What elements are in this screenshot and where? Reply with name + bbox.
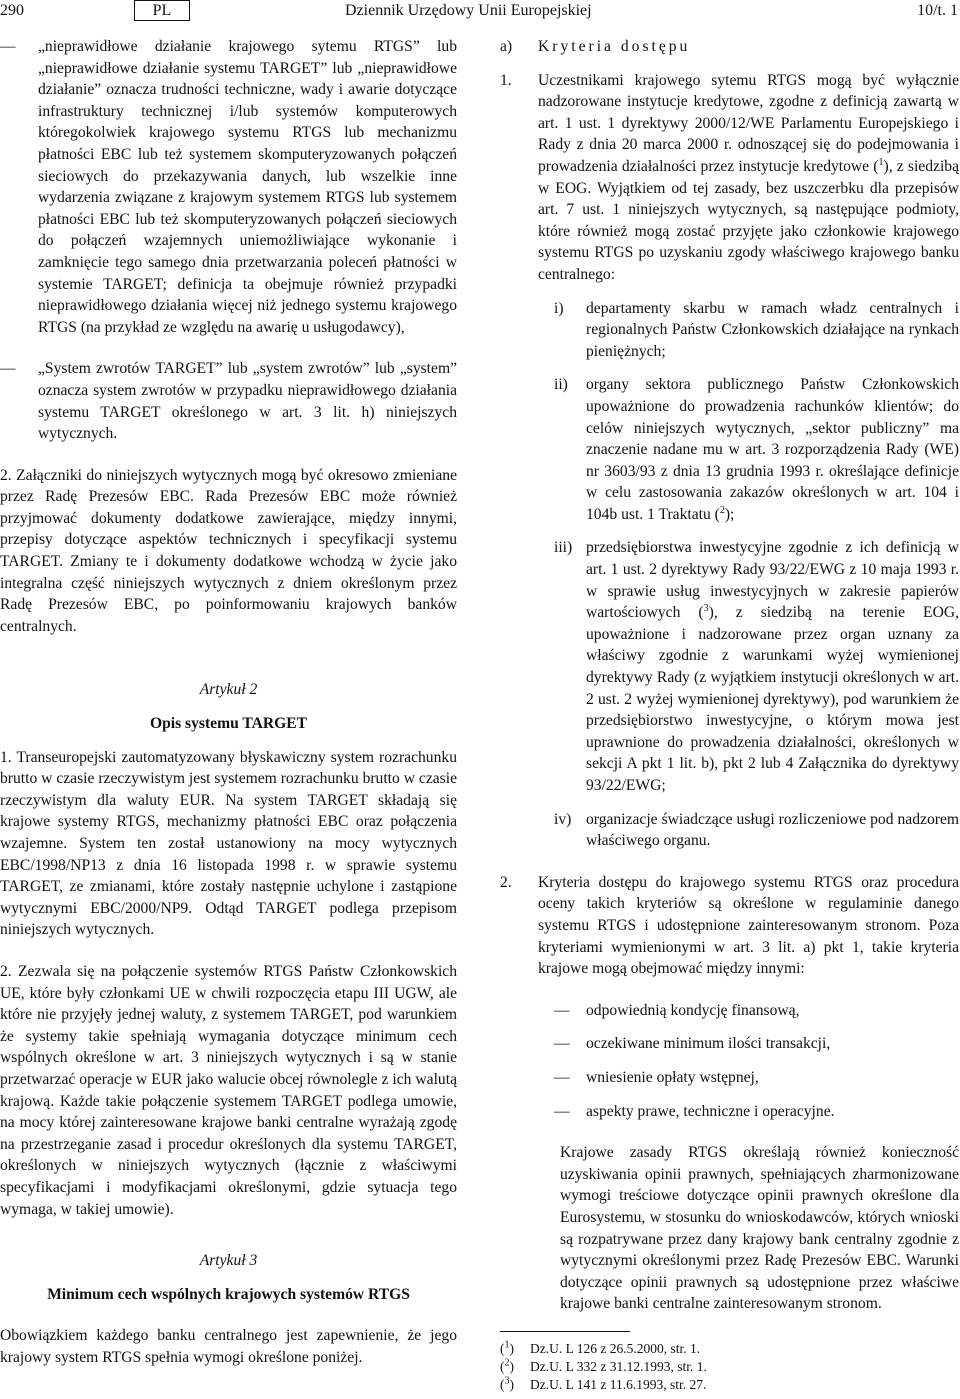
section-a-heading [500, 36, 959, 58]
article-2-paragraph-2: 2. Zezwala się na połączenie systemów RTGS Państw Członkowskich UE, które były członkami UE w chwili rozpoczęcia etapu III UGW, ale które nie przyjęły jednej waluty, z systemem TARGET, pod warunkiem że systemy takie spełniają wymagania dotyczące minimum cech wspólnych określone w art. 3 niniejszych wytycznych i są w stanie przetwarzać operacje w EUR jako walucie obcej równolegle z ich walutą krajową. Każde takie połączenie systemem TARGET podlega umowie, na mocy której zainteresowane krajowe banki centralne wyrażają zgodę na przestrzeganie zasad i procedur określonych dla systemu TARGET, określonych w niniejszych wytycznych (łącznie z właściwymi specyfikacjami i modyfikacjami określonymi, gdzie sytuacja tego wymaga, w takiej umowie). [0, 962, 457, 1218]
dash-marker: — [554, 1035, 570, 1053]
footnote-ref: 1 [878, 156, 884, 168]
footnote-marker: ($^1$) [500, 1339, 514, 1356]
dash-marker: — [554, 1102, 570, 1120]
item-number: iii) [554, 539, 573, 557]
item-number: iv) [554, 810, 572, 828]
item-text: organizacje świadczące usługi rozliczeniowe pod nadzorem właściwego organu. [586, 810, 959, 850]
journal-title: Dziennik Urzędowy Unii Europejskiej [345, 2, 592, 19]
bullet-item [500, 1067, 959, 1089]
page-number: 290 [0, 2, 24, 19]
paragraph-number: 1. [500, 71, 512, 89]
paragraph-text-a: Uczestnikami krajowego sytemu RTGS mogą być wyłącznie nadzorowane instytucje kredytowe, zgodne z definicją zawartą w art. 1 ust. 1 dyrektywy 2000/12/WE Parlamentu Europejskiego i Rady z dnia 20 marca 2000 r. odnoszącej się do podejmowania i prowadzenia działalności przez instytucje kredytowe ( [538, 71, 959, 175]
criteria-paragraph-1 [500, 70, 959, 286]
criteria-paragraph-2 [500, 872, 959, 980]
footnote-divider [500, 1331, 630, 1332]
dash-marker: — [554, 1068, 570, 1086]
bullet-item [500, 1101, 959, 1123]
dash-marker: — [0, 38, 16, 55]
list-item-iii [500, 537, 959, 796]
dash-marker: — [554, 1001, 570, 1019]
bullet-text: wniesienie opłaty wstępnej, [586, 1068, 759, 1086]
list-item-i [500, 298, 959, 363]
paragraph-2: 2. Załączniki do niniejszych wytycznych mogą być okresowo zmieniane przez Radę Prezesów EBC. Rada Prezesów EBC może również przyjmować dokumenty dodatkowe zawierające, między innymi, przepisy dotyczące aspektów technicznych i specyfikacji systemu TARGET. Zmiany te i dokumenty dodatkowe wchodzą w życie jako integralna część niniejszych wytycznych z dniem określonym przez Radę Prezesów EBC, po poinformowaniu krajowych banków centralnych. [0, 466, 457, 635]
bullet-text: oczekiwane minimum ilości transakcji, [586, 1035, 831, 1053]
definition-text: „System zwrotów TARGET” lub „system zwrotów” lub „system” oznacza system zwrotów w przypadku nieprawidłowego działania systemu TARGET określonego w art. 3 lit. h) niniejszych wytycznych. [38, 360, 457, 443]
item-text: departamenty skarbu w ramach władz centralnych i regionalnych Państw Członkowskich działające na rynkach pieniężnych; [586, 299, 959, 360]
footnote-marker: ($^2$) [500, 1357, 514, 1374]
article-2-title: Opis systemu TARGET [149, 715, 308, 733]
footnote-text: Dz.U. L 126 z 26.5.2000, str. 1. [530, 1340, 701, 1356]
footnote-ref: 2 [719, 504, 725, 516]
item-number: i) [554, 299, 564, 317]
volume-number: 10/t. 1 [917, 2, 958, 19]
paragraph-text: Kryteria dostępu do krajowego systemu RTGS oraz procedura oceny takich kryteriów są określone w regulaminie danego systemu RTGS i udostępnione zainteresowanym stronom. Poza kryteriami wymienionymi w art. 3 lit. a) pkt 1, takie kryteria krajowe mogą obejmować między innymi: [538, 873, 959, 978]
page-header [0, 0, 960, 22]
section-a-label: a) [500, 38, 513, 55]
dash-marker: — [0, 360, 16, 378]
paragraph-text-b: ), z siedzibą w EOG. Wyjątkiem od tej zasady, bez uszczerbku dla przepisów art. 7 ust. 1 niniejszych wytycznych, są następujące podmioty, które również mogą zostać przyjęte jako członkowie krajowego systemu RTGS po uzyskaniu zgody właściwego krajowego banku centralnego: [538, 157, 959, 283]
article-3-paragraph: Obowiązkiem każdego banku centralnego jest zapewnienie, że jego krajowy system RTGS spełnia wymogi określone poniżej. [0, 1327, 457, 1366]
definition-dash-2 [0, 358, 457, 444]
bullet-item [500, 1000, 959, 1022]
item-number: ii) [554, 376, 568, 394]
list-item-iv [500, 809, 959, 852]
item-text-b: ), z siedzibą na terenie EOG, upoważnione i nadzorowane przez organ uznany za właściwy zgodnie z warunkami wyżej wymienionej dyrektywy Rady (z wyjątkiem instytucji określonych w art. 2 ust. 2 wyżej wymienionej dyrektywy), pod warunkiem że przedsiębiorstwo inwestycyjne, o którym mowa jest uprawnione do prowadzenia działalności, określonych w sekcji A pkt 1 lit. b), pkt 2 lub 4 Załącznika do dyrektywy 93/22/EWG; [586, 604, 959, 794]
footnote-text: Dz.U. L 332 z 31.12.1993, str. 1. [530, 1358, 707, 1374]
item-text: przedsiębiorstwa inwestycyjne zgodnie z ich definicją w art. 1 ust. 2 dyrektywy Rady 93/22/EWG z 10 maja 1993 r. w sprawie usług inwestycyjnych w zakresie papierów wartościowych ( [586, 539, 959, 622]
definition-dash-1 [0, 36, 457, 338]
footnote-ref: 3 [703, 603, 709, 615]
footnote-2 [500, 1358, 959, 1376]
bullet-text: aspekty prawe, techniczne i operacyjne. [586, 1102, 835, 1120]
article-2-paragraph-1: 1. Transeuropejski zautomatyzowany błyskawiczny system rozrachunku brutto w czasie rzeczywistym jest systemem rozrachunku brutto w czasie rzeczywistym dla waluty EUR. Na system TARGET składają się krajowe systemy RTGS, mechanizmy płatności EBC oraz połączenia wzajemne. System ten został ustanowiony na mocy wytycznych EBC/1998/NP13 z dnia 16 listopada 1998 r. w sprawie systemu TARGET, ze zmianami, które zostały następnie uchylone i zastąpione wytycznymi EBC/2000/NP9. Odtąd TARGET podlega przepisom niniejszych wytycznych. [0, 748, 457, 939]
article-3-number: Artykuł 3 [199, 1252, 258, 1270]
article-3-title: Minimum cech wspólnych krajowych systemów RTGS [47, 1285, 410, 1303]
left-column [0, 36, 457, 1368]
bullet-text: odpowiednią kondycję finansową, [586, 1001, 800, 1019]
footnote-3 [500, 1376, 959, 1394]
footnote-1 [500, 1340, 959, 1358]
bullet-item [500, 1033, 959, 1055]
definition-text: „nieprawidłowe działanie krajowego sytemu RTGS” lub „nieprawidłowe działanie systemu TARGET” lub „nieprawidłowe działanie” oznacza trudności techniczne, wady i awarie dotyczące infrastruktury technicznej i/lub systemów komputerowych któregokolwiek krajowego systemu RTGS lub mechanizmu płatności EBC lub też systemem skomputeryzowanych połączeń sieciowych do przekazywania danych, lub wszelkie inne wydarzenia związane z krajowym systemem RTGS lub systemem płatności EBC lub też skomputeryzowanych połączeń sieciowych do połączeń wzajemnych uniemożliwiające wykonanie i zamknięcie tego samego dnia przetwarzania poleceń płatności w systemie TARGET; definicja ta obejmuje również przypadki nieprawidłowego działania więcej niż jednego systemu krajowego RTGS (na przykład ze względu na awarię u usługodawcy), [38, 38, 457, 336]
language-box: PL [134, 0, 190, 21]
footnote-text: Dz.U. L 141 z 11.6.1993, str. 27. [530, 1376, 707, 1392]
footnote-marker: ($^3$) [500, 1375, 514, 1392]
list-item-ii [500, 374, 959, 525]
paragraph-number: 2. [500, 873, 512, 891]
right-column [500, 36, 959, 1394]
item-text: organy sektora publicznego Państw Członkowskich upoważnione do prowadzenia rachunków klientów; do celów niniejszych wytycznych, „sektor publiczny” ma znaczenie nadane mu w art. 3 rozporządzenia Rady (WE) nr 3603/93 z dnia 13 grudnia 1993 r. określające definicje w celu zastosowania zakazów określonych w art. 104 i 104b ust. 1 Traktatu ( [586, 376, 959, 523]
section-a-title: Kryteria dostępu [538, 38, 691, 55]
article-2-number: Artykuł 2 [199, 681, 258, 699]
closing-paragraph: Krajowe zasady RTGS określają również konieczność uzyskiwania opinii prawnych, spełniających zharmonizowane wymogi treściowe dotyczące opinii prawnych określone dla Eurosystemu, w stosunku do wnioskodawców, których wnioski są rozpatrywane przez dany krajowy bank centralny zgodnie z wytycznymi określonymi przez Radę Prezesów EBC. Warunki dotyczące opinii prawnych są udostępnione przez właściwe krajowe banki centralne zainteresowanym stronom. [560, 1144, 959, 1313]
item-text-b: ); [724, 505, 735, 523]
